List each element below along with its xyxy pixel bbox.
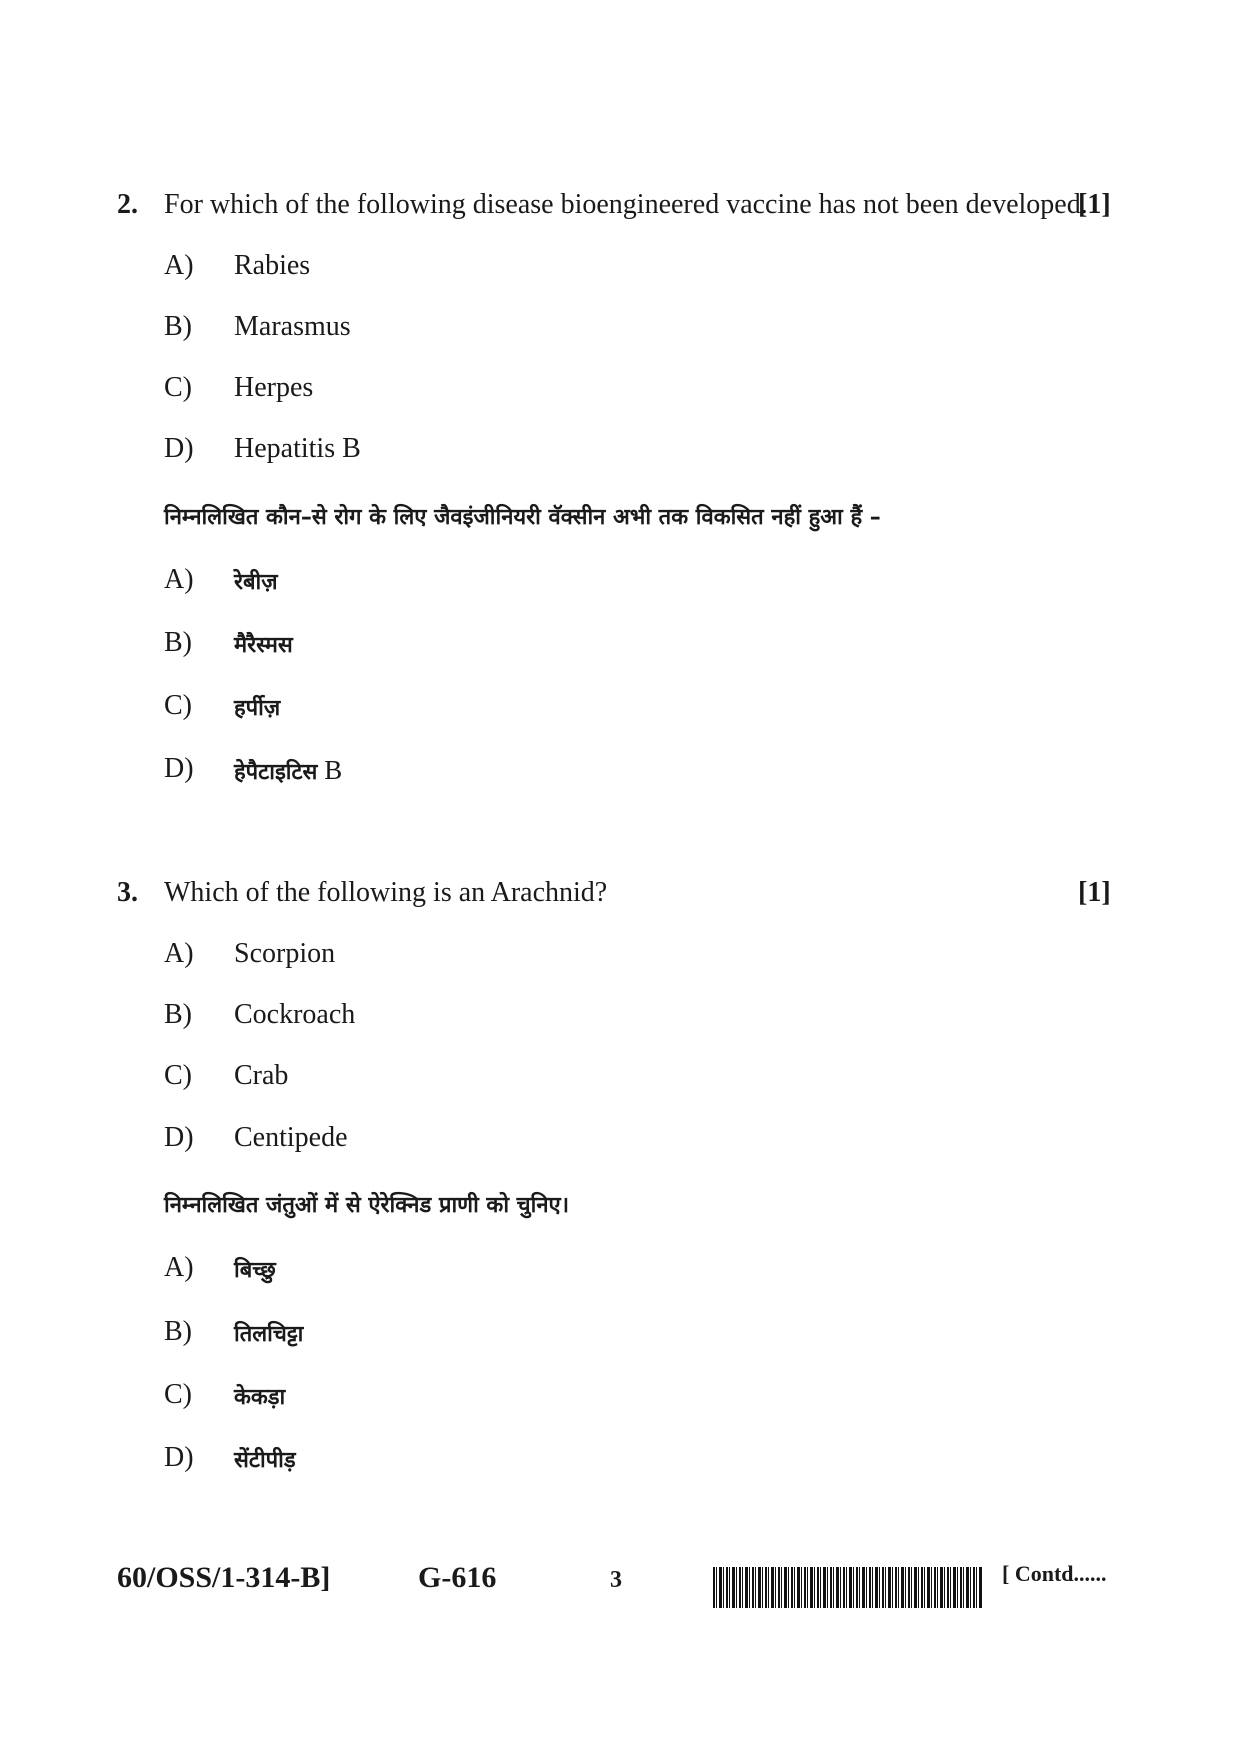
question-3-hindi-text: निम्नलिखित जंतुओं में से ऐरेक्निड प्राणी को चुनिए। bbox=[164, 1193, 570, 1218]
question-3-number: 3. bbox=[117, 877, 138, 908]
q3-hindi-option-d-letter: D) bbox=[164, 1442, 194, 1473]
q2-option-c-letter: C) bbox=[164, 372, 192, 403]
q3-hindi-option-c-text: केकड़ा bbox=[234, 1385, 286, 1410]
q2-option-a-text: Rabies bbox=[234, 250, 311, 281]
q3-hindi-option-a-letter: A) bbox=[164, 1252, 194, 1283]
q3-option-d-letter: D) bbox=[164, 1122, 194, 1153]
q2-hindi-option-c-letter: C) bbox=[164, 690, 192, 721]
q2-hindi-option-b-text: मैरैस्मस bbox=[234, 633, 293, 658]
question-3-text: Which of the following is an Arachnid? bbox=[164, 877, 608, 908]
footer-series: G-616 bbox=[418, 1561, 497, 1594]
q2-hindi-option-b-letter: B) bbox=[164, 627, 192, 658]
question-2-text: For which of the following disease bioengineered vaccine has not been developed. bbox=[164, 189, 1088, 220]
q2-option-d-text: Hepatitis B bbox=[234, 433, 361, 464]
q3-hindi-option-a-text: बिच्छु bbox=[234, 1258, 276, 1283]
q3-hindi-option-b-text: तिलचिट्टा bbox=[234, 1322, 304, 1347]
q3-option-c-letter: C) bbox=[164, 1060, 192, 1091]
q2-option-d-letter: D) bbox=[164, 433, 194, 464]
footer-paper-code: 60/OSS/1-314-B] bbox=[117, 1561, 331, 1594]
q3-hindi-option-d-text: सेंटीपीड़ bbox=[234, 1448, 296, 1473]
q3-option-c-text: Crab bbox=[234, 1060, 289, 1091]
question-2-marks: [1] bbox=[1078, 189, 1111, 220]
q2-option-b-letter: B) bbox=[164, 311, 192, 342]
q3-option-b-text: Cockroach bbox=[234, 999, 356, 1030]
q3-option-d-text: Centipede bbox=[234, 1122, 348, 1153]
footer-page-number: 3 bbox=[610, 1567, 622, 1593]
q2-hindi-option-d-suffix: B bbox=[317, 755, 343, 785]
question-2-hindi-text: निम्नलिखित कौन–से रोग के लिए जैवइंजीनियरी वॅक्सीन अभी तक विकसित नहीं हुआ हैं – bbox=[164, 505, 881, 530]
q2-option-a-letter: A) bbox=[164, 250, 194, 281]
q2-hindi-option-a-text: रेबीज़ bbox=[234, 570, 278, 595]
q2-hindi-option-d-word: हेपैटाइटिस bbox=[234, 760, 318, 785]
footer-contd: [ Contd...... bbox=[1002, 1561, 1107, 1586]
q3-option-b-letter: B) bbox=[164, 999, 192, 1030]
q2-hindi-option-d-text bbox=[234, 755, 342, 786]
q2-option-c-text: Herpes bbox=[234, 372, 314, 403]
q3-option-a-letter: A) bbox=[164, 938, 194, 969]
q2-hindi-option-d-letter: D) bbox=[164, 753, 194, 784]
question-3-marks: [1] bbox=[1078, 877, 1111, 908]
q2-option-b-text: Marasmus bbox=[234, 311, 351, 342]
barcode bbox=[713, 1567, 983, 1608]
q3-hindi-option-c-letter: C) bbox=[164, 1379, 192, 1410]
q2-hindi-option-a-letter: A) bbox=[164, 564, 194, 595]
question-2-number: 2. bbox=[117, 189, 138, 220]
q3-option-a-text: Scorpion bbox=[234, 938, 336, 969]
q3-hindi-option-b-letter: B) bbox=[164, 1316, 192, 1347]
q2-hindi-option-c-text: हर्पीज़ bbox=[234, 696, 281, 721]
